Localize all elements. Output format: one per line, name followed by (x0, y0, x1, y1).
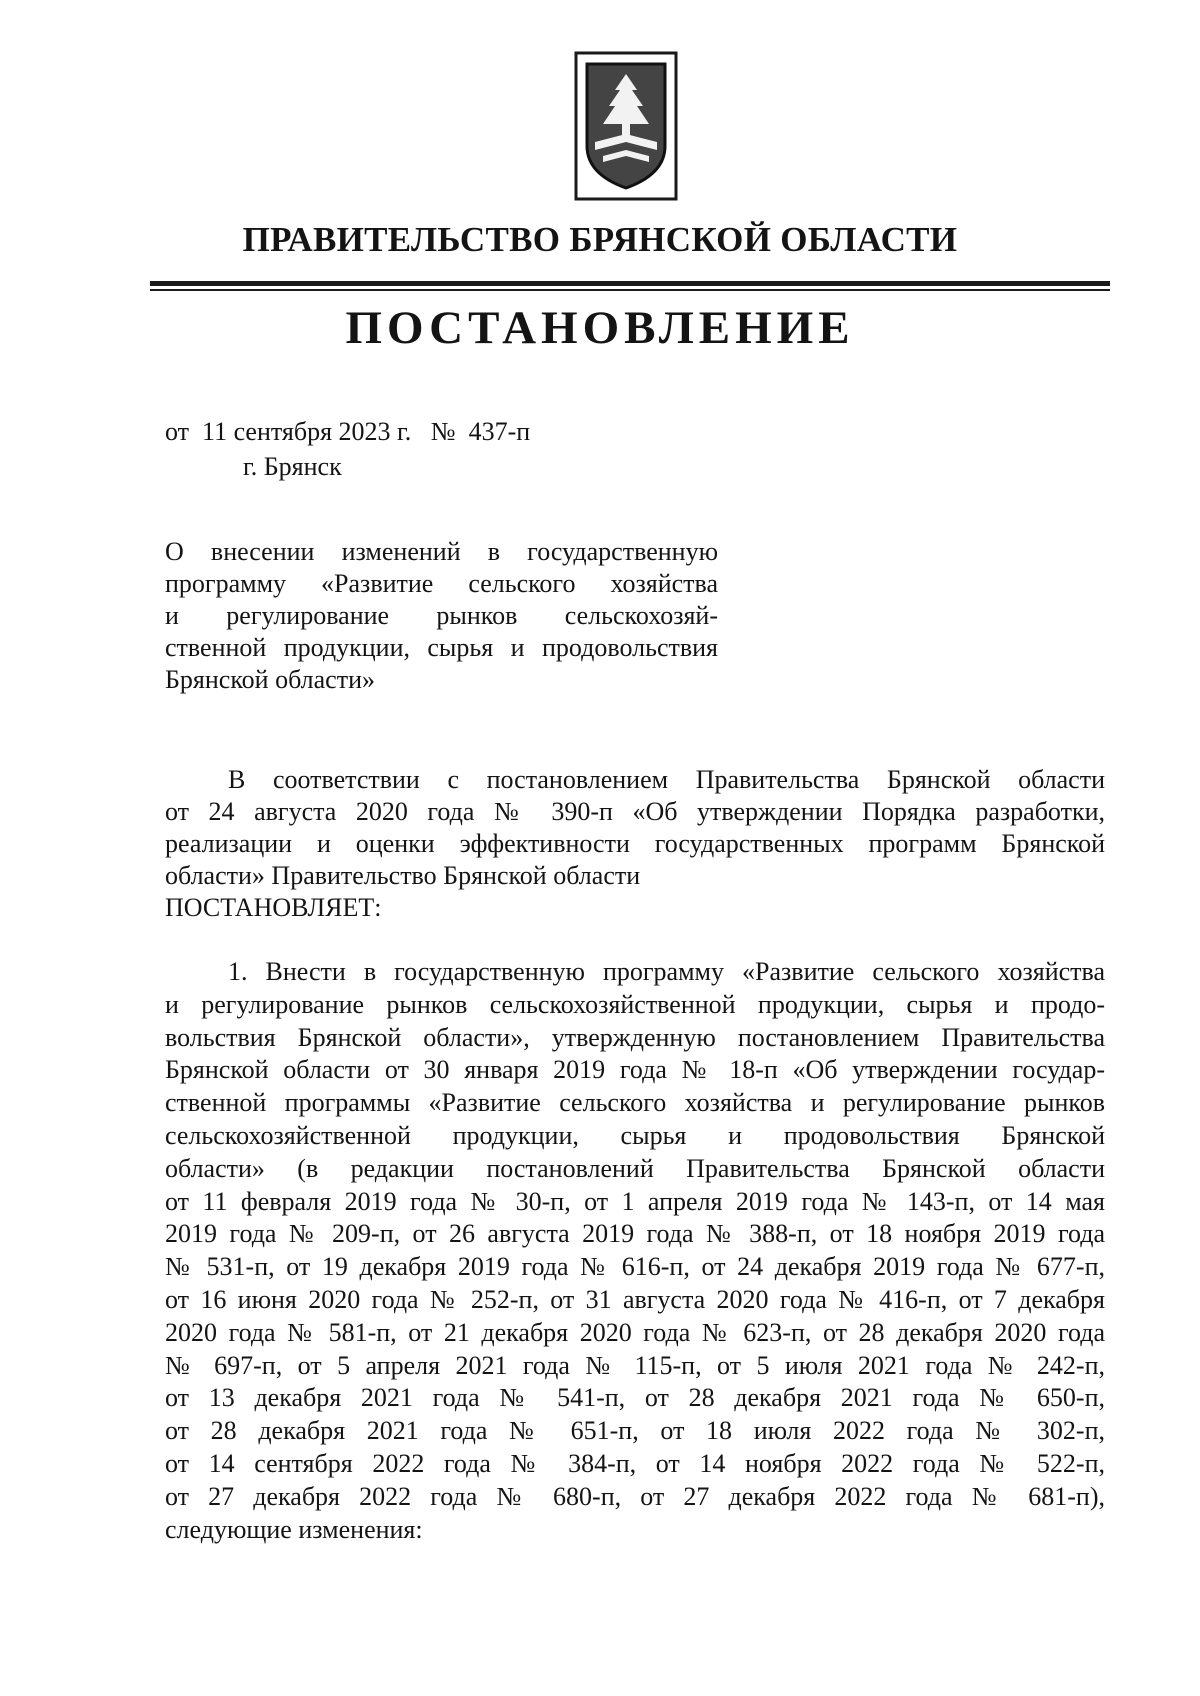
subject-line: Брянской области» (165, 665, 375, 694)
date-prefix: от (165, 417, 190, 446)
clause-line: № 697-п, от 5 апреля 2021 года № 115-п, от 5 июля 2021 года № 242-п, (165, 1350, 1105, 1380)
preamble-line: реализации и оценки эффективности государственных программ Брянской (165, 829, 1105, 858)
bryansk-coat-of-arms-icon (573, 50, 679, 202)
organization-title: ПРАВИТЕЛЬСТВО БРЯНСКОЙ ОБЛАСТИ (242, 220, 958, 259)
number-sign: № (430, 417, 456, 446)
clause-line: от 14 сентября 2022 года № 384-п, от 14 ноября 2022 года № 522-п, (165, 1448, 1105, 1478)
clause-line: 2020 года № 581-п, от 21 декабря 2020 года № 623-п, от 28 декабря 2020 года (165, 1317, 1105, 1347)
document-city: г. Брянск (243, 452, 342, 481)
resolves-word: ПОСТАНОВЛЯЕТ: (165, 893, 382, 922)
document-subject (165, 536, 718, 696)
preamble-line: В соответствии с постановлением Правительства Брянской области (228, 765, 1105, 794)
document-kind-title: ПОСТАНОВЛЕНИЕ (345, 302, 855, 354)
clause-line: от 11 февраля 2019 года № 30-п, от 1 апреля 2019 года № 143-п, от 14 мая (165, 1186, 1105, 1216)
clause-line: сельскохозяйственной продукции, сырья и продовольствия Брянской (165, 1120, 1105, 1150)
clause-line: от 28 декабря 2021 года № 651-п, от 18 июля 2022 года № 302-п, (165, 1416, 1105, 1446)
subject-line: и регулирование рынков сельскохозяй- (165, 601, 718, 630)
header-rule-thin (150, 289, 1110, 291)
subject-line: О внесении изменений в государственную (165, 537, 718, 566)
clause-line: и регулирование рынков сельскохозяйственной продукции, сырья и продо- (165, 989, 1105, 1019)
clause-line: 1. Внести в государственную программу «Развитие сельского хозяйства (228, 957, 1105, 986)
document-number: 437-п (468, 417, 531, 446)
clause-line: следующие изменения: (165, 1514, 423, 1544)
header-rule-thick (150, 281, 1110, 286)
clause-line: от 13 декабря 2021 года № 541-п, от 28 декабря 2021 года № 650-п, (165, 1383, 1105, 1413)
clause-line: области» (в редакции постановлений Правительства Брянской области (165, 1153, 1105, 1183)
clause-line: ственной программы «Развитие сельского хозяйства и регулирование рынков (165, 1088, 1105, 1118)
clause-line: 2019 года № 209-п, от 26 августа 2019 года № 388-п, от 18 ноября 2019 года (165, 1219, 1105, 1249)
clause-1 (165, 956, 1105, 1546)
preamble-line: области» Правительство Брянской области (165, 861, 641, 890)
preamble (165, 764, 1105, 924)
clause-line: вольствия Брянской области», утвержденную постановлением Правительства (165, 1022, 1105, 1052)
clause-line: № 531-п, от 19 декабря 2019 года № 616-п, от 24 декабря 2019 года № 677-п, (165, 1252, 1105, 1282)
preamble-line: от 24 августа 2020 года № 390-п «Об утверждении Порядка разработки, (165, 797, 1105, 826)
clause-line: от 16 июня 2020 года № 252-п, от 31 августа 2020 года № 416-п, от 7 декабря (165, 1284, 1105, 1314)
document-date-number (165, 417, 530, 447)
clause-line: от 27 декабря 2022 года № 680-п, от 27 декабря 2022 года № 681-п), (165, 1481, 1105, 1511)
clause-line: Брянской области от 30 января 2019 года № 18-п «Об утверждении государ- (165, 1055, 1105, 1085)
subject-line: программу «Развитие сельского хозяйства (165, 569, 718, 598)
document-date: 11 сентября 2023 г. (202, 417, 412, 446)
subject-line: ственной продукции, сырья и продовольствия (165, 633, 718, 662)
